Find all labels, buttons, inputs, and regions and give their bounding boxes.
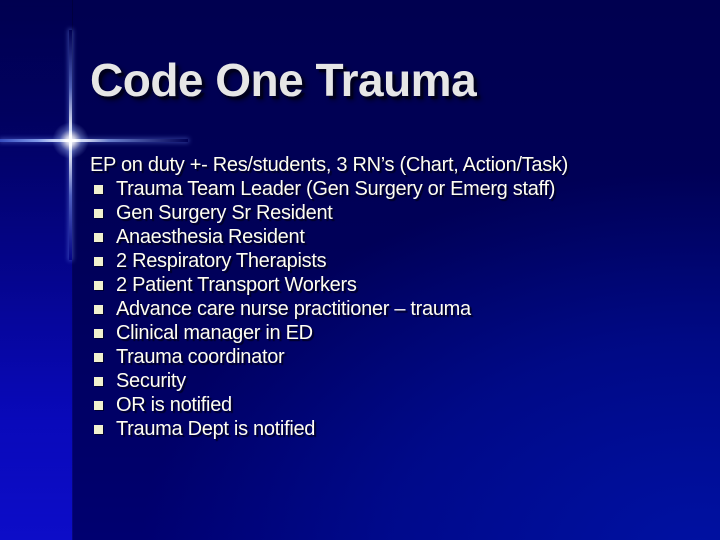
list-item-text: Advance care nurse practitioner – trauma [116, 298, 471, 320]
left-accent-bar [0, 0, 73, 540]
bullet-square-icon [94, 209, 103, 218]
list-item-text: Trauma Team Leader (Gen Surgery or Emerg staff) [116, 178, 556, 200]
crosshair-sparkle-horizontal [0, 139, 188, 142]
list-item-text: Trauma coordinator [116, 346, 285, 368]
list-item-text: Security [116, 370, 186, 392]
list-item-text: 2 Respiratory Therapists [116, 250, 327, 272]
list-item [90, 177, 690, 201]
bullet-square-icon [94, 185, 103, 194]
bullet-square-icon [94, 401, 103, 410]
bullet-square-icon [94, 257, 103, 266]
list-item-text: Trauma Dept is notified [116, 418, 316, 440]
list-item-text: Anaesthesia Resident [116, 226, 305, 248]
bullet-square-icon [94, 377, 103, 386]
crosshair-sparkle-core [52, 122, 89, 159]
bullet-square-icon [94, 329, 103, 338]
bullet-list [90, 177, 690, 441]
list-item-text: Clinical manager in ED [116, 322, 313, 344]
list-item [90, 393, 690, 417]
list-item [90, 345, 690, 369]
list-item [90, 249, 690, 273]
bullet-square-icon [94, 353, 103, 362]
bullet-square-icon [94, 305, 103, 314]
list-item [90, 417, 690, 441]
list-item [90, 225, 690, 249]
bullet-square-icon [94, 233, 103, 242]
intro-line: EP on duty +- Res/students, 3 RN’s (Chart, Action/Task) [90, 154, 568, 176]
list-item [90, 321, 690, 345]
slide-title: Code One Trauma [90, 54, 477, 106]
list-item [90, 297, 690, 321]
list-item [90, 201, 690, 225]
list-item-text: 2 Patient Transport Workers [116, 274, 357, 296]
slide-body [90, 153, 690, 441]
bullet-square-icon [94, 425, 103, 434]
bullet-square-icon [94, 281, 103, 290]
list-item-text: Gen Surgery Sr Resident [116, 202, 333, 224]
list-item-text: OR is notified [116, 394, 232, 416]
list-item [90, 273, 690, 297]
list-item [90, 369, 690, 393]
